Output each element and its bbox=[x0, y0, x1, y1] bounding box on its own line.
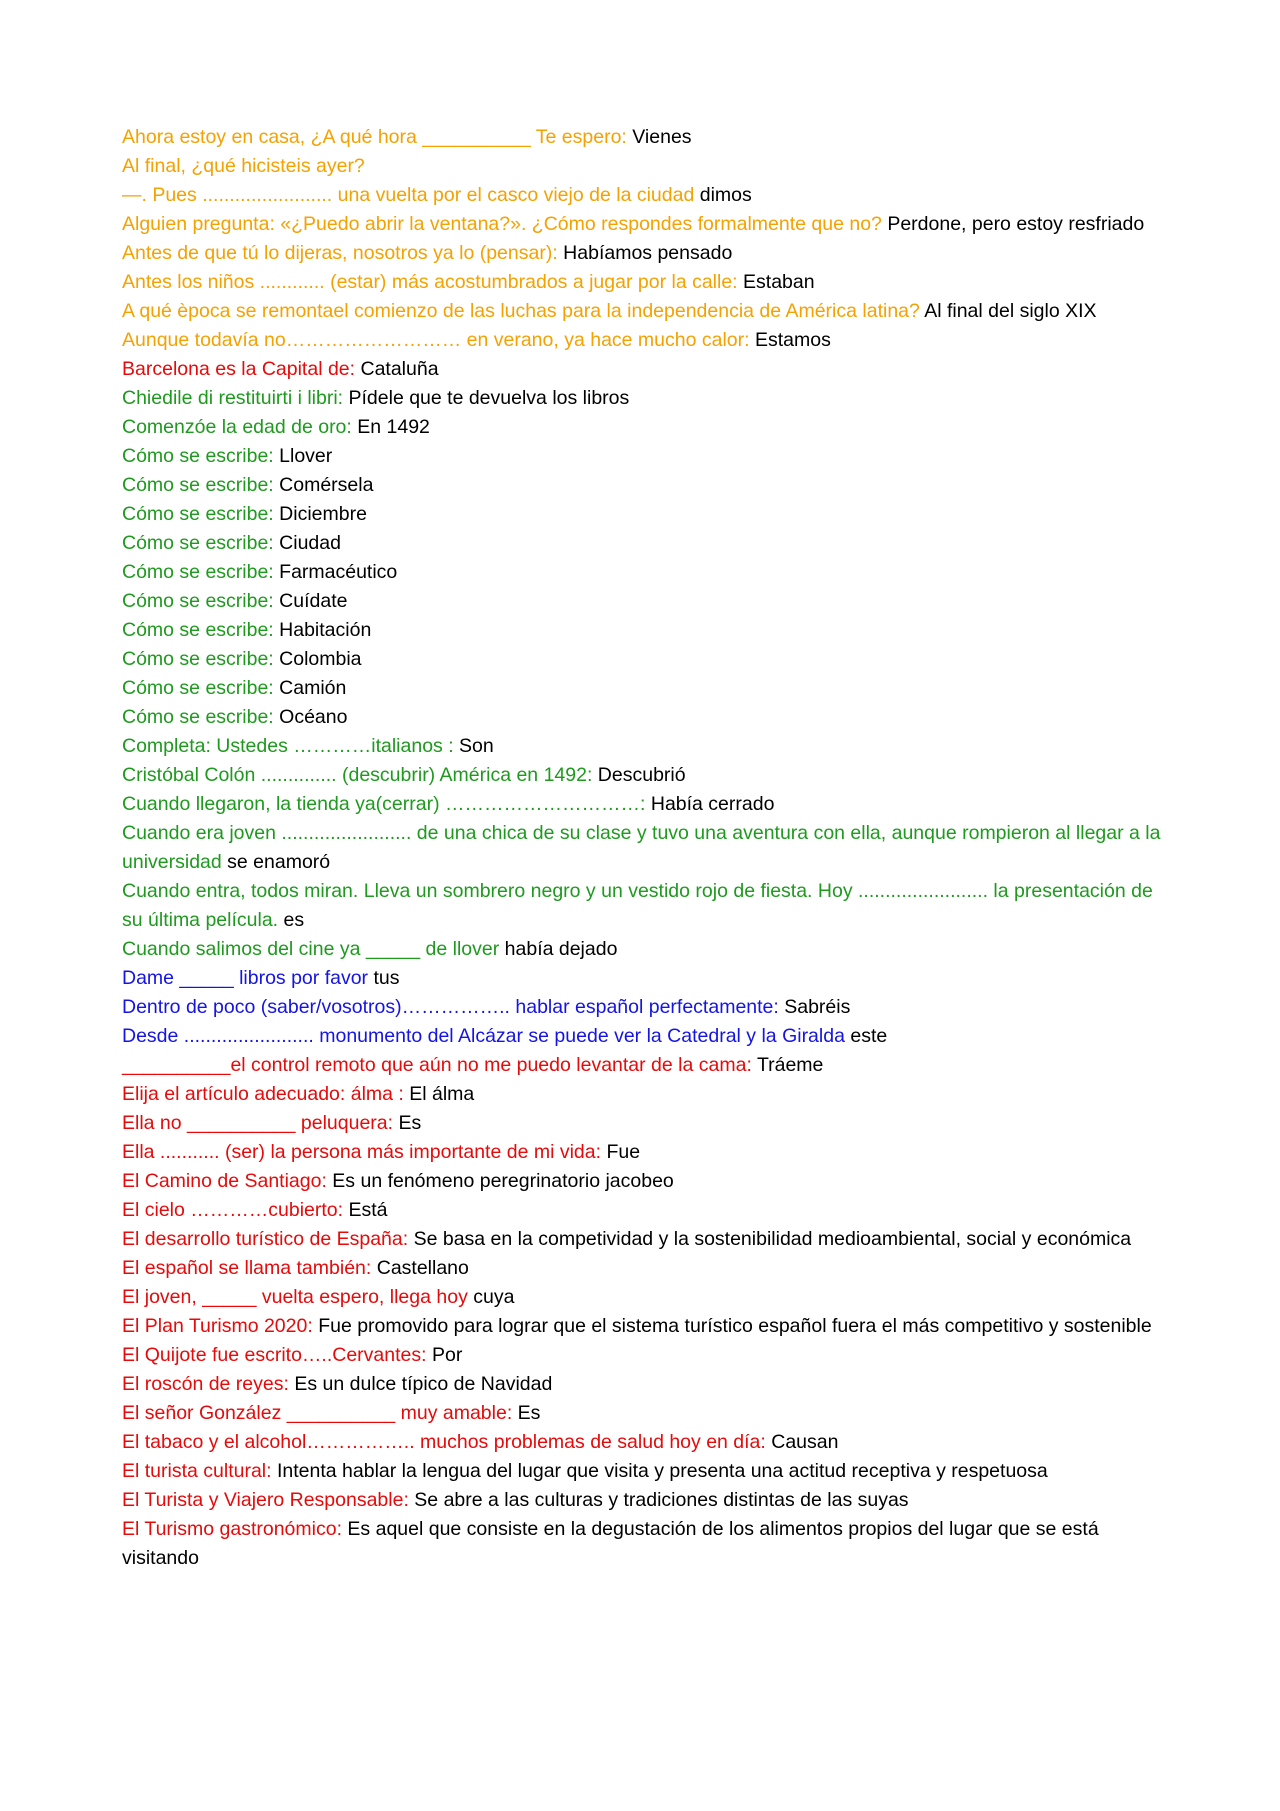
qa-entry bbox=[122, 674, 1172, 703]
qa-entry bbox=[122, 1312, 1172, 1341]
qa-entry bbox=[122, 268, 1172, 297]
qa-entry bbox=[122, 558, 1172, 587]
question-text: Cómo se escribe: bbox=[122, 706, 274, 728]
question-text: Ella ........... (ser) la persona más importante de mi vida: bbox=[122, 1141, 602, 1163]
answer-text: Descubrió bbox=[597, 764, 686, 786]
answer-text: Es aquel que consiste en la degustación de los alimentos propios del lugar que se está visitando bbox=[122, 1518, 1099, 1569]
qa-entry bbox=[122, 703, 1172, 732]
qa-entry bbox=[122, 964, 1172, 993]
qa-entry bbox=[122, 442, 1172, 471]
answer-text: Fue bbox=[606, 1141, 641, 1163]
qa-entry bbox=[122, 1283, 1172, 1312]
answer-text: había dejado bbox=[504, 938, 618, 960]
answer-text: Se basa en la competividad y la sostenibilidad medioambiental, social y económica bbox=[413, 1228, 1132, 1250]
qa-entry bbox=[122, 1457, 1172, 1486]
answer-text: Es bbox=[398, 1112, 422, 1134]
question-text: Cuando era joven ........................ de una chica de su clase y tuvo una aventura con ella, aunque rompieron al llegar a la universidad bbox=[122, 822, 1161, 873]
qa-entry bbox=[122, 355, 1172, 384]
question-text: Chiedile di restituirti i libri: bbox=[122, 387, 344, 409]
answer-text: Fue promovido para lograr que el sistema turístico español fuera el más competitivo y sostenible bbox=[318, 1315, 1152, 1337]
question-text: Completa: Ustedes …………italianos : bbox=[122, 735, 454, 757]
qa-entry bbox=[122, 732, 1172, 761]
qa-entry bbox=[122, 616, 1172, 645]
question-text: Comenzóe la edad de oro: bbox=[122, 416, 352, 438]
answer-text: Son bbox=[459, 735, 494, 757]
qa-entry bbox=[122, 210, 1172, 239]
qa-entry bbox=[122, 1022, 1172, 1051]
question-text: Cómo se escribe: bbox=[122, 503, 274, 525]
qa-entry bbox=[122, 181, 1172, 210]
answer-text: Estaban bbox=[743, 271, 815, 293]
qa-entry bbox=[122, 384, 1172, 413]
answer-text: Ciudad bbox=[279, 532, 341, 554]
answer-text: Causan bbox=[771, 1431, 839, 1453]
answer-text: Vienes bbox=[632, 126, 692, 148]
qa-entry bbox=[122, 1080, 1172, 1109]
qa-entry bbox=[122, 1196, 1172, 1225]
answer-text: Intenta hablar la lengua del lugar que visita y presenta una actitud receptiva y respetuosa bbox=[276, 1460, 1048, 1482]
answer-text: Diciembre bbox=[279, 503, 367, 525]
answer-text: Farmacéutico bbox=[279, 561, 398, 583]
question-text: —. Pues ........................ una vuelta por el casco viejo de la ciudad bbox=[122, 184, 695, 206]
qa-entry bbox=[122, 152, 1172, 181]
answer-text: Se abre a las culturas y tradiciones distintas de las suyas bbox=[414, 1489, 909, 1511]
qa-entry bbox=[122, 1109, 1172, 1138]
question-text: Cómo se escribe: bbox=[122, 619, 274, 641]
answer-text: Es un fenómeno peregrinatorio jacobeo bbox=[332, 1170, 674, 1192]
question-text: El Turista y Viajero Responsable: bbox=[122, 1489, 409, 1511]
qa-entry bbox=[122, 819, 1172, 877]
answer-text: Por bbox=[431, 1344, 463, 1366]
answer-text: Está bbox=[348, 1199, 388, 1221]
answer-text: Camión bbox=[279, 677, 347, 699]
qa-entry bbox=[122, 1515, 1172, 1573]
answer-text: El álma bbox=[409, 1083, 475, 1105]
question-text: El señor González __________ muy amable: bbox=[122, 1402, 513, 1424]
qa-entry bbox=[122, 123, 1172, 152]
question-text: Alguien pregunta: «¿Puedo abrir la ventana?». ¿Cómo respondes formalmente que no? bbox=[122, 213, 882, 235]
answer-text: es bbox=[283, 909, 305, 931]
qa-entry bbox=[122, 1370, 1172, 1399]
question-text: Desde ........................ monumento del Alcázar se puede ver la Catedral y la Giralda bbox=[122, 1025, 845, 1047]
qa-entry bbox=[122, 761, 1172, 790]
answer-text: Cataluña bbox=[360, 358, 439, 380]
question-text: El Quijote fue escrito…..Cervantes: bbox=[122, 1344, 427, 1366]
question-text: El turista cultural: bbox=[122, 1460, 272, 1482]
question-text: El joven, _____ vuelta espero, llega hoy bbox=[122, 1286, 468, 1308]
answer-text: Al final del siglo XIX bbox=[924, 300, 1097, 322]
question-text: Cuando entra, todos miran. Lleva un sombrero negro y un vestido rojo de fiesta. Hoy ........................ la presentación de su última película. bbox=[122, 880, 1153, 931]
question-text: __________el control remoto que aún no me puedo levantar de la cama: bbox=[122, 1054, 752, 1076]
qa-entry bbox=[122, 529, 1172, 558]
qa-entry bbox=[122, 326, 1172, 355]
question-text: El cielo …………cubierto: bbox=[122, 1199, 344, 1221]
qa-list bbox=[122, 123, 1172, 1573]
qa-entry bbox=[122, 1254, 1172, 1283]
answer-text: Colombia bbox=[279, 648, 362, 670]
answer-text: Habíamos pensado bbox=[563, 242, 733, 264]
qa-entry bbox=[122, 1138, 1172, 1167]
question-text: El Camino de Santiago: bbox=[122, 1170, 327, 1192]
answer-text: Cuídate bbox=[279, 590, 348, 612]
answer-text: dimos bbox=[699, 184, 752, 206]
answer-text: Es un dulce típico de Navidad bbox=[294, 1373, 553, 1395]
qa-entry bbox=[122, 500, 1172, 529]
answer-text: Comérsela bbox=[279, 474, 374, 496]
question-text: El desarrollo turístico de España: bbox=[122, 1228, 409, 1250]
qa-entry bbox=[122, 297, 1172, 326]
answer-text: Océano bbox=[279, 706, 348, 728]
answer-text: Había cerrado bbox=[650, 793, 775, 815]
qa-entry bbox=[122, 1341, 1172, 1370]
question-text: Al final, ¿qué hicisteis ayer? bbox=[122, 155, 365, 177]
question-text: Cómo se escribe: bbox=[122, 561, 274, 583]
question-text: Cómo se escribe: bbox=[122, 648, 274, 670]
question-text: El español se llama también: bbox=[122, 1257, 372, 1279]
question-text: El tabaco y el alcohol…………….. muchos problemas de salud hoy en día: bbox=[122, 1431, 766, 1453]
question-text: El Turismo gastronómico: bbox=[122, 1518, 342, 1540]
qa-entry bbox=[122, 1167, 1172, 1196]
question-text: El Plan Turismo 2020: bbox=[122, 1315, 313, 1337]
answer-text: este bbox=[850, 1025, 888, 1047]
answer-text: Estamos bbox=[754, 329, 831, 351]
question-text: Antes de que tú lo dijeras, nosotros ya lo (pensar): bbox=[122, 242, 558, 264]
qa-entry bbox=[122, 413, 1172, 442]
question-text: Cómo se escribe: bbox=[122, 677, 274, 699]
answer-text: tus bbox=[373, 967, 400, 989]
question-text: Aunque todavía no……………………… en verano, ya hace mucho calor: bbox=[122, 329, 750, 351]
answer-text: Llover bbox=[279, 445, 333, 467]
qa-entry bbox=[122, 1486, 1172, 1515]
question-text: Dame _____ libros por favor bbox=[122, 967, 369, 989]
question-text: Elija el artículo adecuado: álma : bbox=[122, 1083, 404, 1105]
qa-entry bbox=[122, 1225, 1172, 1254]
question-text: Antes los niños ............ (estar) más acostumbrados a jugar por la calle: bbox=[122, 271, 738, 293]
question-text: Cuando llegaron, la tienda ya(cerrar) …………………………: bbox=[122, 793, 646, 815]
question-text: A qué època se remontael comienzo de las luchas para la independencia de América latina? bbox=[122, 300, 920, 322]
qa-entry bbox=[122, 239, 1172, 268]
answer-text: se enamoró bbox=[227, 851, 331, 873]
question-text: Cómo se escribe: bbox=[122, 445, 274, 467]
qa-entry bbox=[122, 993, 1172, 1022]
qa-entry bbox=[122, 790, 1172, 819]
answer-text: cuya bbox=[473, 1286, 515, 1308]
answer-text: En 1492 bbox=[357, 416, 430, 438]
qa-entry bbox=[122, 471, 1172, 500]
question-text: Cuando salimos del cine ya _____ de llover bbox=[122, 938, 500, 960]
qa-entry bbox=[122, 935, 1172, 964]
answer-text: Sabréis bbox=[784, 996, 851, 1018]
qa-entry bbox=[122, 1399, 1172, 1428]
answer-text: Castellano bbox=[376, 1257, 469, 1279]
answer-text: Tráeme bbox=[756, 1054, 824, 1076]
qa-entry bbox=[122, 587, 1172, 616]
question-text: Cómo se escribe: bbox=[122, 590, 274, 612]
question-text: Barcelona es la Capital de: bbox=[122, 358, 356, 380]
qa-entry bbox=[122, 1428, 1172, 1457]
answer-text: Es bbox=[517, 1402, 541, 1424]
question-text: Cómo se escribe: bbox=[122, 474, 274, 496]
qa-entry bbox=[122, 645, 1172, 674]
question-text: Ahora estoy en casa, ¿A qué hora __________ Te espero: bbox=[122, 126, 627, 148]
question-text: Cristóbal Colón .............. (descubrir) América en 1492: bbox=[122, 764, 593, 786]
answer-text: Perdone, pero estoy resfriado bbox=[887, 213, 1145, 235]
question-text: El roscón de reyes: bbox=[122, 1373, 289, 1395]
question-text: Dentro de poco (saber/vosotros)…………….. hablar español perfectamente: bbox=[122, 996, 779, 1018]
qa-entry bbox=[122, 877, 1172, 935]
qa-entry bbox=[122, 1051, 1172, 1080]
question-text: Cómo se escribe: bbox=[122, 532, 274, 554]
answer-text: Pídele que te devuelva los libros bbox=[348, 387, 630, 409]
answer-text: Habitación bbox=[279, 619, 372, 641]
question-text: Ella no __________ peluquera: bbox=[122, 1112, 394, 1134]
